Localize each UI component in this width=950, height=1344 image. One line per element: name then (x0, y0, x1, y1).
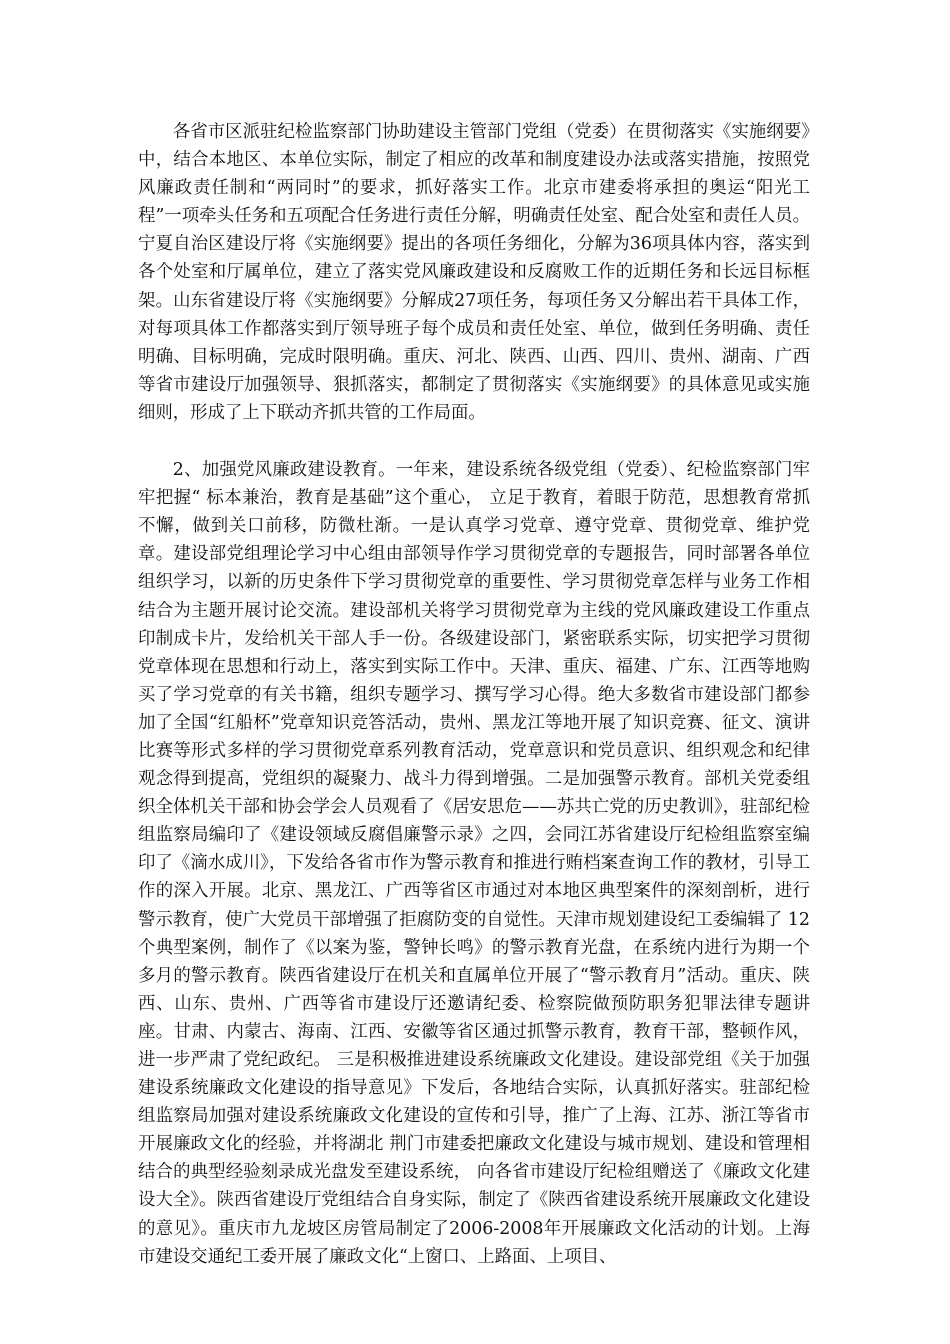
paragraph-responsibility-implementation: 各省市区派驻纪检监察部门协助建设主管部门党组（党委）在贯彻落实《实施纲要》中，结合本地区、本单位实际，制定了相应的改革和制度建设办法或落实措施，按照党风廉政责任制和“两同时”的要求，抓好落实工作。北京市建委将承担的奥运“阳光工程”一项牵头任务和五项配合任务进行责任分解，明确责任处室、配合处室和责任人员。宁夏自治区建设厅将《实施纲要》提出的各项任务细化，分解为36项具体内容，落实到各个处室和厅属单位，建立了落实党风廉政建设和反腐败工作的近期任务和长远目标框架。山东省建设厅将《实施纲要》分解成27项任务，每项任务又分解出若干具体工作，对每项具体工作都落实到厅领导班子每个成员和责任处室、单位，做到任务明确、责任明确、目标明确，完成时限明确。重庆、河北、陕西、山西、四川、贵州、湖南、广西等省市建设厅加强领导、狠抓落实，都制定了贯彻落实《实施纲要》的具体意见或实施细则，形成了上下联动齐抓共管的工作局面。 (138, 122, 810, 423)
paragraph-integrity-education: 2、加强党风廉政建设教育。一年来，建设系统各级党组（党委）、纪检监察部门牢牢把握“ 标本兼治，教育是基础”这个重心， 立足于教育，着眼于防范，思想教育常抓不懈，做到关口前移，防微杜渐。一是认真学习党章、遵守党章、贯彻党章、维护党章。建设部党组理论学习中心组由部领导作学习贯彻党章的专题报告，同时部署各单位组织学习，以新的历史条件下学习贯彻党章的重要性、学习贯彻党章怎样与业务工作相结合为主题开展讨论交流。建设部机关将学习贯彻党章为主线的党风廉政建设工作重点印制成卡片，发给机关干部人手一份。各级建设部门，紧密联系实际，切实把学习贯彻党章体现在思想和行动上，落实到实际工作中。天津、重庆、福建、广东、江西等地购买了学习党章的有关书籍，组织专题学习、撰写学习心得。绝大多数省市建设部门都参加了全国“红船杯”党章知识竞答活动，贵州、黑龙江等地开展了知识竞赛、征文、演讲比赛等形式多样的学习贯彻党章系列教育活动，党章意识和党员意识、组织观念和纪律观念得到提高，党组织的凝聚力、战斗力得到增强。二是加强警示教育。部机关党委组织全体机关干部和协会学会人员观看了《居安思危——苏共亡党的历史教训》，驻部纪检组监察局编印了《建设领域反腐倡廉警示录》之四，会同江苏省建设厅纪检组监察室编印了《滴水成川》，下发给各省市作为警示教育和推进行贿档案查询工作的教材，引导工作的深入开展。北京、黑龙江、广西等省区市通过对本地区典型案件的深刻剖析，进行警示教育，使广大党员干部增强了拒腐防变的自觉性。天津市规划建设纪工委编辑了 12个典型案例，制作了《以案为鉴，警钟长鸣》的警示教育光盘，在系统内进行为期一个多月的警示教育。陕西省建设厅在机关和直属单位开展了“警示教育月”活动。重庆、陕西、山东、贵州、广西等省市建设厅还邀请纪委、检察院做预防职务犯罪法律专题讲座。甘肃、内蒙古、海南、江西、安徽等省区通过抓警示教育，教育干部，整顿作风，进一步严肃了党纪政纪。 三是积极推进建设系统廉政文化建设。建设部党组《关于加强建设系统廉政文化建设的指导意见》下发后，各地结合实际，认真抓好落实。驻部纪检组监察局加强对建设系统廉政文化建设的宣传和引导，推广了上海、江苏、浙江等省市开展廉政文化的经验，并将湖北 荆门市建委把廉政文化建设与城市规划、建设和管理相结合的典型经验刻录成光盘发至建设系统， 向各省市建设厅纪检组赠送了《廉政文化建设大全》。陕西省建设厅党组结合自身实际，制定了《陕西省建设系统开展廉政文化建设的意见》。重庆市九龙坡区房管局制定了2006-2008年开展廉政文化活动的计划。上海市建设交通纪工委开展了廉政文化“上窗口、上路面、上项目、 (138, 460, 810, 1267)
document-body (138, 118, 810, 1271)
paragraph-spacer (138, 427, 810, 456)
